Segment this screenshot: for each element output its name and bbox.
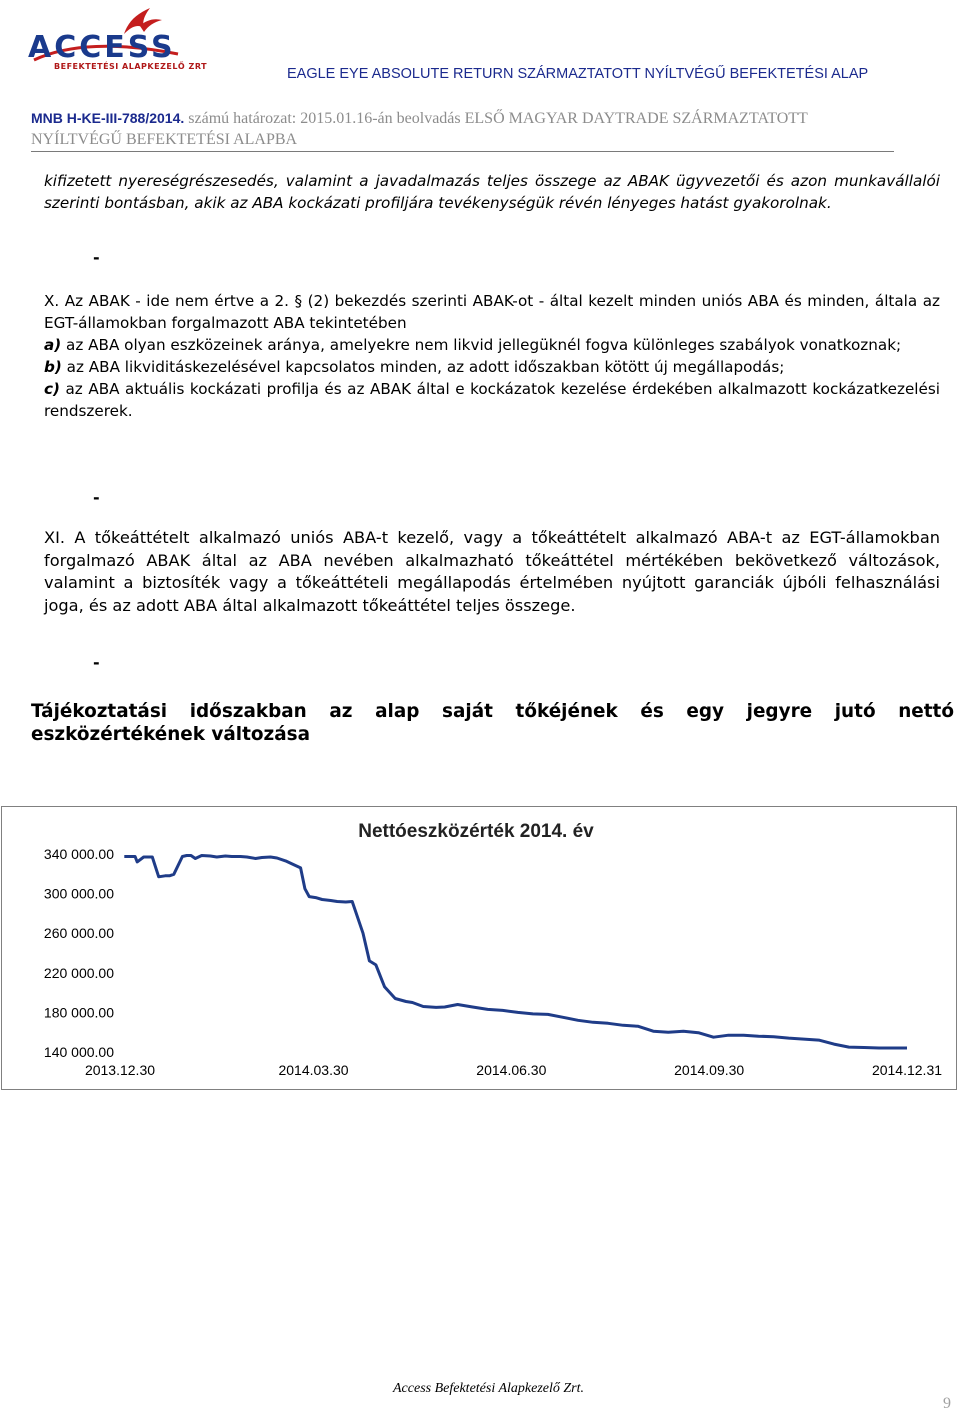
y-tick-label: 140 000.00	[43, 1044, 114, 1060]
section-xi-text: XI. A tőkeáttételt alkalmazó uniós ABA-t kezelő, vagy a tőkeáttételt alkalmazó ABA-t az EGT-államokban forgalmazó ABAK által az ABA nevében alkalmazható tőkeáttétel mértékében bekövetkező változások, valamint a biztosíték vagy a tőkeáttételi megállapodás értelmében nyújtott garanciák újbóli felhasználási joga, és az adott ABA által alkalmazott tőkeáttétel teljes összege.	[44, 528, 940, 615]
section-x-item-b	[44, 356, 940, 378]
dash-separator-1: -	[93, 248, 100, 267]
chart-title: Nettóeszközérték 2014. év	[358, 821, 594, 842]
item-b-text: az ABA likviditáskezelésével kapcsolatos minden, az adott időszakban kötött új megállapodás;	[61, 358, 785, 376]
header-divider	[31, 151, 894, 152]
item-c-label: c)	[44, 380, 60, 398]
intro-text: kifizetett nyereségrészesedés, valamint a javadalmazás teljes összege az ABAK ügyvezetői és azon munkavállalói szerinti bontásban, akik az ABA kockázati profiljára tevékenységük révén lényeges hatást gyakorolnak.	[44, 172, 940, 212]
item-a-text: az ABA olyan eszközeinek aránya, amelyekre nem likvid jellegüknél fogva különleges szabályok vonatkoznak;	[61, 336, 902, 354]
page-number: 9	[943, 1395, 951, 1412]
mnb-resolution-line2: NYÍLTVÉGŰ BEFEKTETÉSI ALAPBA	[31, 131, 298, 148]
x-tick-label: 2014.12.31	[871, 1062, 943, 1078]
access-logo	[28, 6, 208, 72]
logo-subtitle: BEFEKTETÉSI ALAPKEZELŐ ZRT	[54, 62, 208, 71]
item-a-label: a)	[44, 336, 62, 354]
y-tick-label: 180 000.00	[43, 1004, 114, 1021]
y-axis	[44, 846, 114, 1060]
section-x-item-a	[44, 334, 940, 356]
y-tick-label: 300 000.00	[43, 885, 114, 902]
nav-series-line	[124, 856, 907, 1049]
section-x-intro: X. Az ABAK - ide nem értve a 2. § (2) bekezdés szerinti ABAK-ot - által kezelt minden uniós ABA és minden, általa az EGT-államokban forgalmazott ABA tekintetében	[44, 292, 940, 332]
y-tick-label: 220 000.00	[43, 964, 114, 981]
item-b-label: b)	[44, 358, 62, 376]
x-tick-label: 2014.03.30	[278, 1062, 349, 1078]
y-tick-label: 260 000.00	[43, 925, 114, 942]
item-c-text: az ABA aktuális kockázati profilja és az ABAK által e kockázatok kezelése érdekében alkalmazott kockázatkezelési rendszerek.	[44, 380, 940, 420]
section-xi	[44, 527, 940, 617]
dash-separator-3: -	[93, 653, 100, 672]
intro-paragraph	[44, 170, 940, 214]
nav-chart-svg	[2, 807, 956, 1089]
x-tick-label: 2013.12.30	[84, 1062, 156, 1078]
x-tick-label: 2014.06.30	[476, 1062, 547, 1078]
mnb-id: MNB H-KE-III-788/2014.	[31, 110, 185, 126]
logo-name: ACCESS	[28, 30, 176, 65]
x-axis	[85, 1062, 942, 1078]
dash-separator-2: -	[93, 488, 100, 507]
section-x-item-c	[44, 378, 940, 422]
fund-name: EAGLE EYE ABSOLUTE RETURN SZÁRMAZTATOTT NYÍLTVÉGŰ BEFEKTETÉSI ALAP	[287, 66, 869, 82]
mnb-resolution	[31, 110, 808, 128]
footer-company: Access Befektetési Alapkezelő Zrt.	[393, 1381, 585, 1396]
y-tick-label: 340 000.00	[43, 846, 114, 862]
section-x	[44, 290, 940, 422]
mnb-text: számú határozat: 2015.01.16-án beolvadás ELSŐ MAGYAR DAYTRADE SZÁRMAZTATOTT	[184, 110, 808, 127]
nav-change-heading: Tájékoztatási időszakban az alap saját tőkéjének és egy jegyre jutó nettó eszközértékének változása	[31, 701, 954, 745]
nav-chart	[1, 806, 957, 1090]
x-tick-label: 2014.09.30	[674, 1062, 745, 1078]
